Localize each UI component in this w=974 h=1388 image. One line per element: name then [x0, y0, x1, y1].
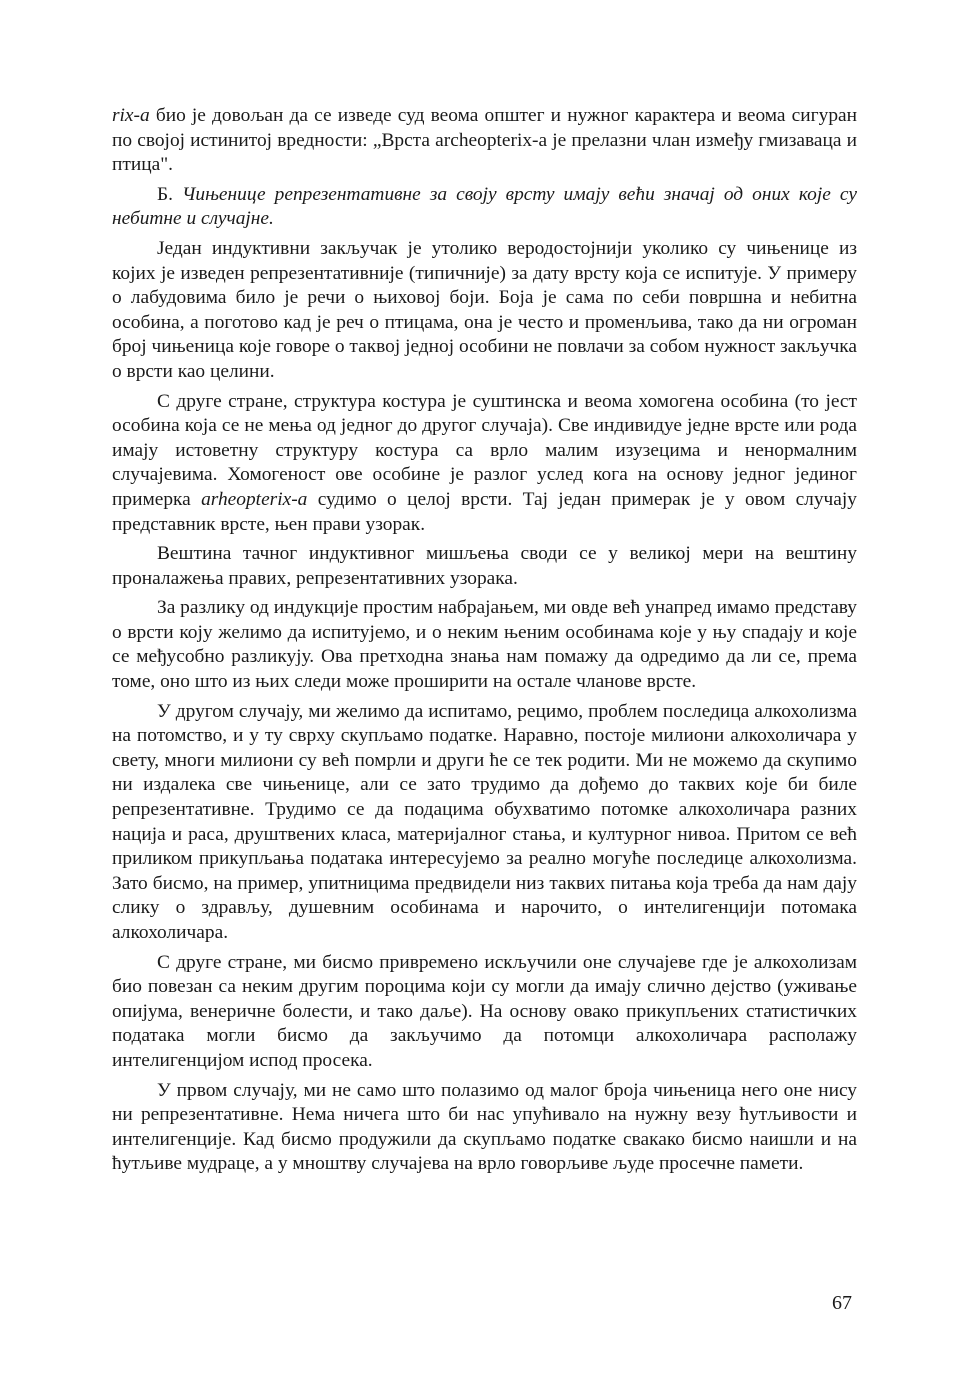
- page-number: 67: [832, 1292, 852, 1314]
- body-text: [112, 104, 857, 1182]
- paragraph-text: био је довољан да се изведе суд веома општег и нужног карактера и веома сигуран по својој истинитој вредности: „Врста archeopterix-a је прелазни члан између гмизаваца и птица".: [112, 105, 857, 176]
- italic-term: arheopterix-a: [201, 488, 308, 510]
- paragraph-text: С друге стране, структура костура је суштинска и веома хомогена особина (то јест особина која се не мења од једног до другог случаја). Све индивидуе једне врсте или рода имају истоветну структуру костура са врло малим изузецима и ненормалним случајевима. Хомогеност ове особине је разлог услед кога на основу једног јединог примерка: [112, 390, 857, 510]
- principle-label: Б.: [157, 183, 183, 205]
- paragraph: У другом случају, ми желимо да испитамо, рецимо, проблем последица алкохолизма на потомство, и у ту сврху скупљамо податке. Наравно, постоје милиони алкохоличара у свету, многи милиони су већ помрли и други ће се тек родити. Ми не можемо да скупимо ни издалека све чињенице, али се зато трудимо да дођемо до таквих које би биле репрезентативне. Трудимо се да подацима обухватимо потомке алкохоличара разних нација и раса, друштвених класа, материјалног стања, и културног нивоа. Притом се већ приликом прикупљања података интересујемо за реално могуће последице алкохолизма. Зато бисмо, на пример, упитницима предвидели низ таквих питања која треба да нам дају слику о здрављу, душевним особинама и нарочито, о интелигенцији потомака алкохоличара.: [112, 700, 857, 943]
- paragraph: За разлику од индукције простим набрајањем, ми овде већ унапред имамо представу о врсти коју желимо да испитујемо, и о неким њеним особинама које у њу спадају и које се међусобно разликују. Ова претходна знања нам помажу да одредимо да ли се, према томе, оно што из њих следи може проширити на остале чланове врсте.: [112, 597, 857, 693]
- paragraph: У првом случају, ми не само што полазимо од малог броја чињеница него оне нису ни репрезентативне. Нема ничега што би нас упућивало на нужну везу ћутљивости и интелигенције. Кад бисмо продужили да скупљамо податке свакако бисмо наишли и на ћутљиве мудраце, а у мноштву случајева на врло говорљиве људе просечне памети.: [112, 1079, 857, 1175]
- paragraph-continuation: [112, 104, 857, 178]
- paragraph: [112, 390, 857, 538]
- paragraph: Један индуктивни закључак је утолико веродостојнији уколико су чињенице из којих је изведен репрезентативније (типичније) за дату врсту која се испитује. У примеру о лабудовима било је речи о њиховој боји. Боја је сама по себи површна и небитна особина, а поготово кад је реч о птицама, она је често и променљива, тако да ни огроман број чињеница које говоре о таквој једној особини не повлачи за собом нужност закључка о врсти као целини.: [112, 237, 857, 382]
- italic-fragment: rix-a: [112, 105, 150, 126]
- principle-statement: Чињенице репрезентативне за своју врсту имају већи значај од оних које су небитне и случајне.: [112, 183, 857, 230]
- paragraph: Вештина тачног индуктивног мишљења своди се у великој мери на вештину проналажења правих, репрезентативних узорака.: [112, 543, 857, 589]
- paragraph: С друге стране, ми бисмо привремено искључили оне случајеве где је алкохолизам био повезан са неким другим пороцима који су могли да имају слично дејство (уживање опијума, венеричне болести, и тако даље). На основу овако прикупљених статистичких података могли бисмо да закључимо да потомци алкохоличара располажу интелигенцијом испод просека.: [112, 951, 857, 1071]
- principle-heading: [112, 183, 857, 232]
- paragraph-text: судимо о целој врсти. Тај један примерак је у овом случају представник врсте, њен прави узорак.: [112, 488, 857, 535]
